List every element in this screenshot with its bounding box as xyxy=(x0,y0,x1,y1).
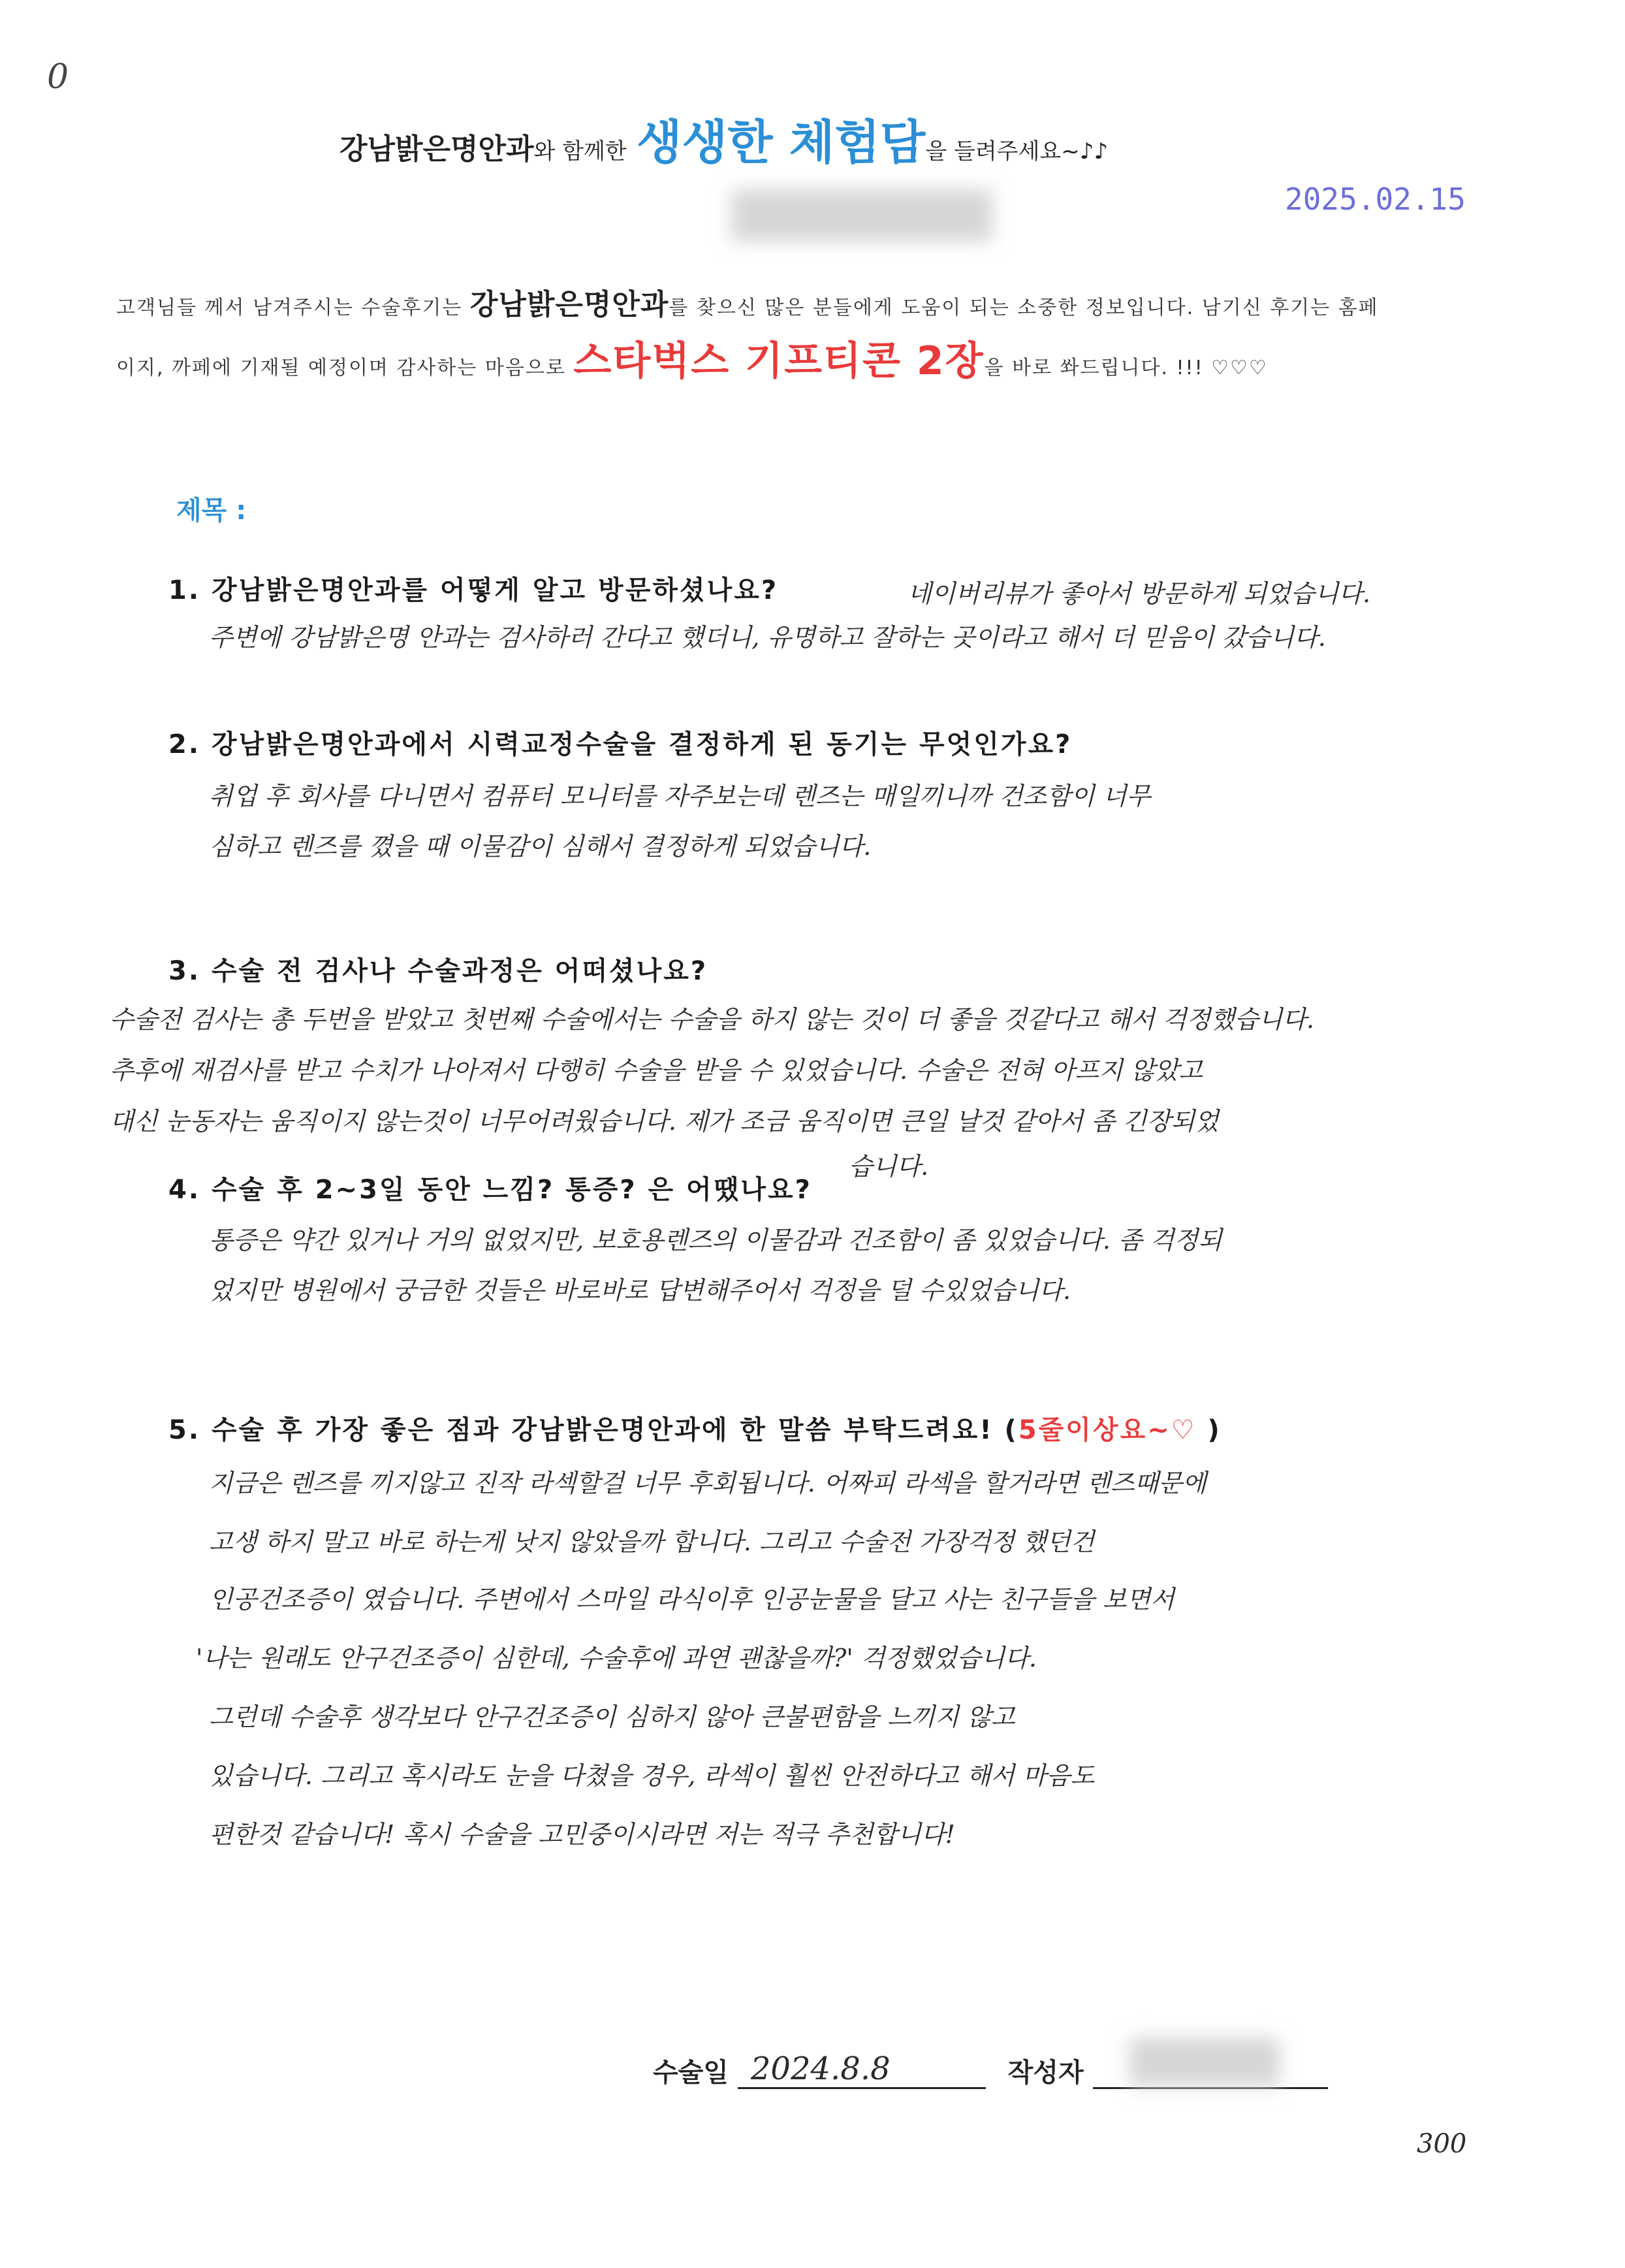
intro-line-1 xyxy=(116,281,1379,323)
question-4: 4. 수술 후 2~3일 동안 느낌? 통증? 은 어땠나요? xyxy=(168,1175,812,1205)
title-with: 와 함께한 xyxy=(533,138,627,165)
intro-text: 고객님들 께서 남겨주시는 수술후기는 xyxy=(116,296,463,319)
intro-text: 을 바로 쏴드립니다. !!! ♡♡♡ xyxy=(984,357,1268,379)
answer-line: 대신 눈동자는 움직이지 않는것이 너무어려웠습니다. 제가 조금 움직이면 큰일 날것 같아서 좀 긴장되었 xyxy=(110,1107,1219,1136)
page-title xyxy=(339,104,1108,172)
intro-text: 이지, 까페에 기재될 예정이며 감사하는 마음으로 xyxy=(116,357,566,379)
question-5-end: ) xyxy=(1207,1415,1222,1445)
intro-line-2 xyxy=(116,330,1268,386)
title-tail: 을 들려주세요~♪♪ xyxy=(925,138,1109,165)
answer-line: 었지만 병원에서 궁금한 것들은 바로바로 답변해주어서 걱정을 덜 수있었습니다. xyxy=(209,1276,1071,1305)
question-1: 1. 강남밝은명안과를 어떻게 알고 방문하셨나요? xyxy=(168,575,779,605)
answer-line: 지금은 렌즈를 끼지않고 진작 라섹할걸 너무 후회됩니다. 어짜피 라섹을 할거라면 렌즈때문에 xyxy=(209,1469,1207,1497)
answer-line: '나는 원래도 안구건조증이 심한데, 수술후에 과연 괜찮을까?' 걱정했었습니다. xyxy=(196,1644,1037,1672)
answer-line: 있습니다. 그리고 혹시라도 눈을 다쳤을 경우, 라섹이 훨씬 안전하다고 해서 마음도 xyxy=(209,1761,1095,1790)
answer-line: 편한것 같습니다! 혹시 수술을 고민중이시라면 저는 적극 추천합니다! xyxy=(209,1820,955,1849)
answer-line: 습니다. xyxy=(849,1152,929,1181)
author-label: 작성자 xyxy=(1007,2058,1084,2088)
answer-line: 주변에 강남밝은명 안과는 검사하러 간다고 했더니, 유명하고 잘하는 곳이라고 해서 더 믿음이 갔습니다. xyxy=(209,623,1326,652)
title-highlight: 생생한 체험담 xyxy=(637,115,926,170)
redacted-name xyxy=(731,189,992,242)
question-5 xyxy=(168,1409,1222,1446)
stamp-date: 2025.02.15 xyxy=(1285,182,1466,217)
question-5-highlight: 5줄이상요~♡ xyxy=(1018,1415,1197,1445)
surgery-date-label: 수술일 xyxy=(653,2058,729,2088)
answer-line: 취업 후 회사를 다니면서 컴퓨터 모니터를 자주보는데 렌즈는 매일끼니까 건조함이 너무 xyxy=(209,782,1151,810)
answer-line: 네이버리뷰가 좋아서 방문하게 되었습니다. xyxy=(907,579,1371,608)
answer-line: 수술전 검사는 총 두번을 받았고 첫번째 수술에서는 수술을 하지 않는 것이 더 좋을 것같다고 해서 걱정했습니다. xyxy=(110,1005,1315,1034)
intro-brand: 강남밝은명안과 xyxy=(469,288,669,321)
gift-highlight: 스타벅스 기프티콘 2장 xyxy=(573,338,985,384)
answer-line: 인공건조증이 였습니다. 주변에서 스마일 라식이후 인공눈물을 달고 사는 친구들을 보면서 xyxy=(209,1585,1175,1614)
intro-text: 를 찾으신 많은 분들에게 도움이 되는 소중한 정보입니다. 남기신 후기는 홈페 xyxy=(669,296,1379,319)
answer-line: 통증은 약간 있거나 거의 없었지만, 보호용렌즈의 이물감과 건조함이 좀 있었습니다. 좀 걱정되 xyxy=(209,1226,1222,1254)
redacted-author xyxy=(1129,2037,1280,2086)
answer-line: 고생 하지 말고 바로 하는게 낫지 않았을까 합니다. 그리고 수술전 가장걱정 했던건 xyxy=(209,1527,1095,1556)
question-5-text: 5. 수술 후 가장 좋은 점과 강남밝은명안과에 한 말씀 부탁드려요! ( xyxy=(168,1415,1018,1445)
answer-line: 그런데 수술후 생각보다 안구건조증이 심하지 않아 큰불편함을 느끼지 않고 xyxy=(209,1702,1015,1731)
title-brand: 강남밝은명안과 xyxy=(339,133,534,166)
surgery-date-value: 2024.8.8 xyxy=(738,2051,986,2089)
page-number: 300 xyxy=(1417,2129,1467,2159)
answer-line: 추후에 재검사를 받고 수치가 나아져서 다행히 수술을 받을 수 있었습니다. 수술은 전혀 아프지 않았고 xyxy=(110,1056,1203,1085)
subject-label: 제목 : xyxy=(176,496,247,526)
question-2: 2. 강남밝은명안과에서 시력교정수술을 결정하게 된 동기는 무엇인가요? xyxy=(168,729,1073,759)
answer-line: 심하고 렌즈를 꼈을 때 이물감이 심해서 결정하게 되었습니다. xyxy=(209,832,872,861)
question-3: 3. 수술 전 검사나 수술과정은 어떠셨나요? xyxy=(168,956,708,986)
corner-mark: 0 xyxy=(47,57,69,97)
